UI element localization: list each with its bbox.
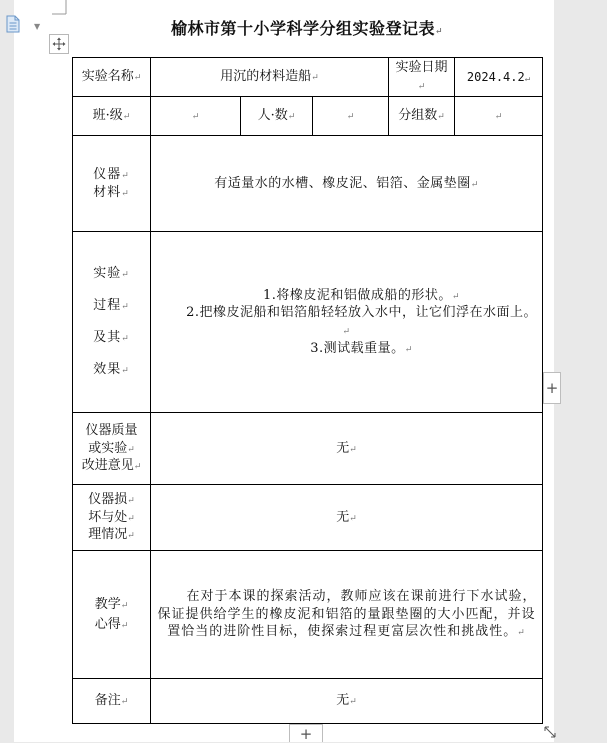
process-step-1: 1.将橡皮泥和铝做成船的形状。↵	[263, 287, 460, 303]
process-value-cell[interactable]	[151, 232, 543, 413]
table-row	[73, 232, 543, 413]
chevron-down-icon[interactable]: ▼	[34, 22, 41, 31]
count-label-cell[interactable]: 人·数↵	[241, 97, 313, 136]
quality-label-cell[interactable]: 仪器质量 或实验↵ 改进意见↵	[73, 413, 151, 485]
table-row	[73, 679, 543, 724]
damage-value-cell[interactable]: 无↵	[151, 485, 543, 551]
table-row	[73, 413, 543, 485]
add-column-button[interactable]	[543, 372, 561, 404]
resize-handle-icon[interactable]	[543, 725, 557, 739]
table-row	[73, 551, 543, 679]
materials-value-cell[interactable]: 有适量水的水槽、橡皮泥、铝箔、金属垫圈↵	[151, 136, 543, 232]
name-label-cell[interactable]: 实验名称↵	[73, 58, 151, 97]
count-value-cell[interactable]: ↵	[313, 97, 389, 136]
page-corner-mark	[46, 0, 68, 20]
table-row	[73, 136, 543, 232]
paragraph-mark: ↵	[434, 27, 444, 37]
process-step-3: 3.测试载重量。↵	[310, 340, 413, 356]
teaching-value-cell[interactable]: 在对于本课的探索活动，教师应该在课前进行下水试验，保证提供给学生的橡皮泥和铝箔的量跟垫圈的大小匹配，并设置恰当的进阶性目标，使探索过程更富层次性和挑战性。↵	[151, 551, 543, 679]
table-row	[73, 58, 543, 97]
plus-icon: +	[299, 724, 313, 743]
date-label-cell[interactable]: 实验日期↵	[389, 58, 455, 97]
date-value-cell[interactable]: 2024.4.2↵	[455, 58, 543, 97]
group-label-cell[interactable]: 分组数↵	[389, 97, 455, 136]
damage-label-cell[interactable]: 仪器损↵ 坏与处↵ 理情况↵	[73, 485, 151, 551]
experiment-register-table	[72, 57, 543, 724]
class-value-cell[interactable]: ↵	[151, 97, 241, 136]
move-handle-icon	[52, 37, 66, 51]
title-text: 榆林市第十小学科学分组实验登记表	[170, 19, 435, 38]
teaching-label-cell[interactable]: 教学↵ 心得↵	[73, 551, 151, 679]
document-title	[72, 16, 542, 39]
add-row-button[interactable]	[289, 724, 323, 742]
process-label-cell[interactable]: 实验↵ 过程↵ 及其↵ 效果↵	[73, 232, 151, 413]
materials-label-cell[interactable]: 仪器↵ 材料↵	[73, 136, 151, 232]
class-label-cell[interactable]: 班·级↵	[73, 97, 151, 136]
remark-label-cell[interactable]: 备注↵	[73, 679, 151, 724]
remark-value-cell[interactable]: 无↵	[151, 679, 543, 724]
group-value-cell[interactable]: ↵	[455, 97, 543, 136]
name-value-cell[interactable]: 用沉的材料造船↵	[151, 58, 389, 97]
quality-value-cell[interactable]: 无↵	[151, 413, 543, 485]
table-row	[73, 97, 543, 136]
plus-icon: +	[545, 379, 559, 397]
table-row	[73, 485, 543, 551]
table-move-handle[interactable]	[49, 34, 69, 54]
document-icon[interactable]	[6, 15, 20, 33]
process-step-2: 2.把橡皮泥船和铝箔船轻轻放入水中，让它们浮在水面上。↵	[186, 305, 537, 337]
